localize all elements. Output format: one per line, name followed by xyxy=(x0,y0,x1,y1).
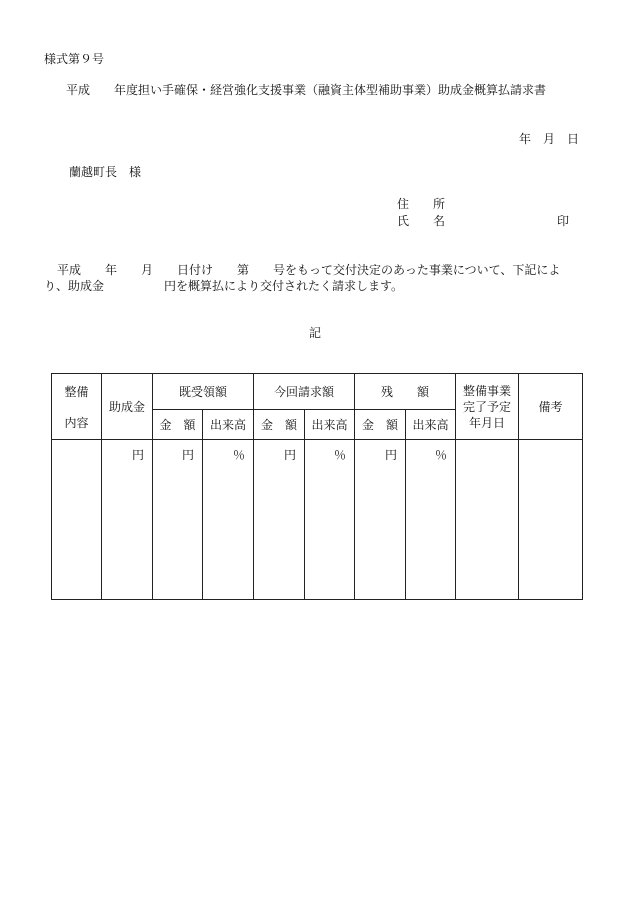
sub-zan-kingaku: 金 額 xyxy=(355,410,406,440)
date-line: 年 月 日 xyxy=(519,132,580,146)
request-table xyxy=(51,373,583,600)
form-number: 様式第９号 xyxy=(44,52,105,66)
header-zan: 残 額 xyxy=(355,374,456,410)
sub-zan-dekidaka: 出来高 xyxy=(406,410,456,440)
cell-konkai-dekidaka[interactable]: ％ xyxy=(305,440,355,600)
addressee: 蘭越町長 様 xyxy=(69,165,142,179)
sub-kijyu-dekidaka: 出来高 xyxy=(203,410,254,440)
document-title: 平成 年度担い手確保・経営強化支援事業（融資主体型補助事業）助成金概算払請求書 xyxy=(66,83,547,97)
address-label: 住 所 xyxy=(397,197,446,211)
body-text-line1: 平成 年 月 日付け 第 号をもって交付決定のあった事業について、下記によ xyxy=(57,263,561,277)
ki-heading: 記 xyxy=(309,326,322,340)
name-label: 氏 名 xyxy=(397,214,446,228)
cell-josei[interactable]: 円 xyxy=(102,440,153,600)
header-kanryo-2: 完了予定 xyxy=(463,399,512,414)
sub-konkai-kingaku: 金 額 xyxy=(254,410,305,440)
cell-biko[interactable] xyxy=(519,440,583,600)
header-seibi-top: 整備 xyxy=(64,384,89,399)
cell-kanryo[interactable] xyxy=(456,440,519,600)
body-text-line2: り、助成金 円を概算払により交付されたく請求します。 xyxy=(44,279,404,293)
header-konkai: 今回請求額 xyxy=(254,374,355,410)
header-kanryo-3: 年月日 xyxy=(469,415,506,430)
cell-seibi[interactable] xyxy=(52,440,102,600)
header-kanryo xyxy=(456,374,519,440)
cell-kijyu-kingaku[interactable]: 円 xyxy=(153,440,203,600)
sub-kijyu-kingaku: 金 額 xyxy=(153,410,203,440)
cell-konkai-kingaku[interactable]: 円 xyxy=(254,440,305,600)
header-kanryo-1: 整備事業 xyxy=(463,383,512,398)
cell-zan-kingaku[interactable]: 円 xyxy=(355,440,406,600)
seal-mark: 印 xyxy=(557,214,570,228)
cell-kijyu-dekidaka[interactable]: ％ xyxy=(203,440,254,600)
table-row xyxy=(52,440,583,600)
sub-konkai-dekidaka: 出来高 xyxy=(305,410,355,440)
header-seibi-naiyo xyxy=(52,374,102,440)
cell-zan-dekidaka[interactable]: ％ xyxy=(406,440,456,600)
header-biko: 備考 xyxy=(519,374,583,440)
header-kijyu: 既受領額 xyxy=(153,374,254,410)
header-josei: 助成金 xyxy=(102,374,153,440)
header-seibi-bottom: 内容 xyxy=(64,415,89,430)
